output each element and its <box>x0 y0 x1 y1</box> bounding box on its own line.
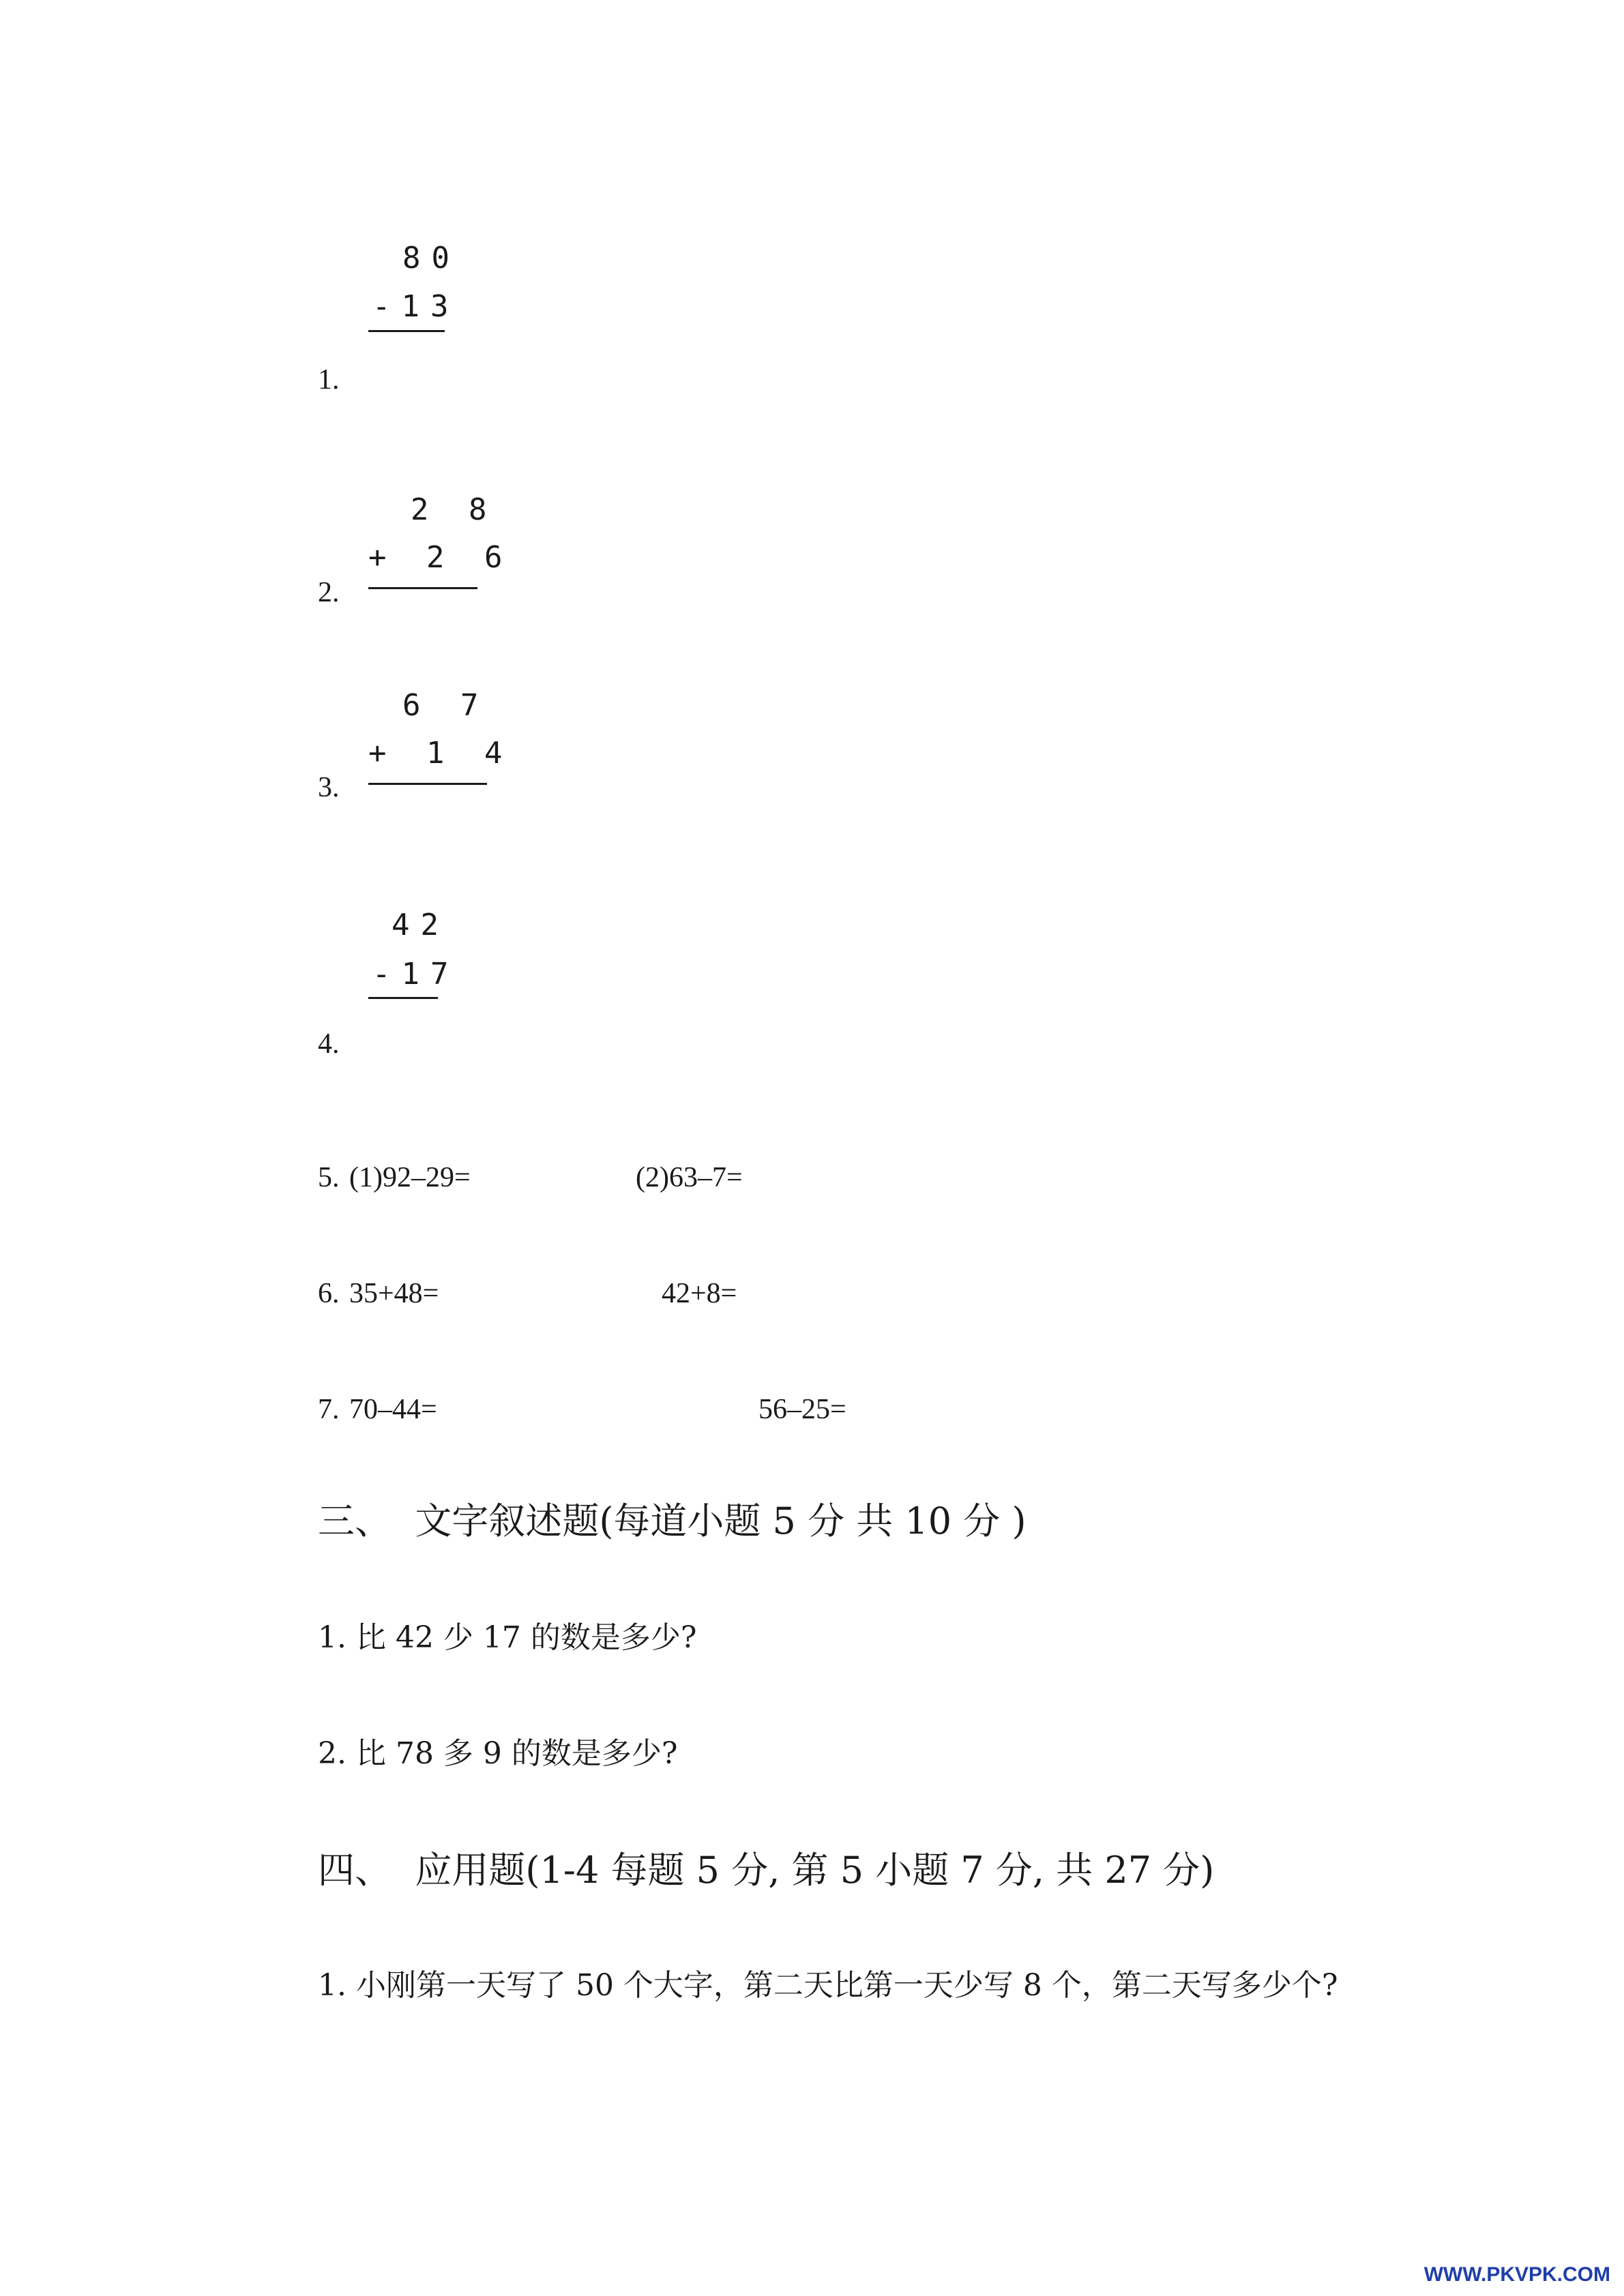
vertical-3-line <box>368 783 487 785</box>
watermark-text: WWW.PKVPK.COM <box>1423 2263 1610 2286</box>
problem-number: 2. <box>318 577 340 608</box>
vertical-4-bottom: -17 <box>372 957 460 992</box>
problem-number: 7. <box>318 1394 340 1425</box>
vertical-2-top: 2 8 <box>411 492 498 527</box>
calc-right: (2)63–7= <box>636 1162 743 1193</box>
vertical-2-bottom: + 2 6 <box>368 540 514 575</box>
vertical-2-line <box>368 587 477 589</box>
calc-left: 35+48= <box>349 1278 439 1309</box>
problem-number: 5. <box>318 1162 340 1193</box>
section-3-title: 三、 文字叙述题(每道小题 5 分 共 10 分 ) <box>318 1500 1027 1542</box>
question: 2. 比 78 多 9 的数是多少? <box>318 1736 678 1771</box>
problem-number: 3. <box>318 772 340 803</box>
calc-right: 56–25= <box>758 1394 846 1425</box>
vertical-3-top: 6 7 <box>402 688 490 723</box>
question: 1. 比 42 少 17 的数是多少? <box>318 1620 697 1655</box>
section-4-title: 四、 应用题(1-4 每题 5 分, 第 5 小题 7 分, 共 27 分) <box>318 1849 1215 1892</box>
calc-left: 70–44= <box>349 1394 437 1425</box>
vertical-1-bottom: -13 <box>372 289 460 324</box>
vertical-1-top: 80 <box>402 241 460 275</box>
vertical-4-top: 42 <box>392 908 449 942</box>
problem-number: 4. <box>318 1028 340 1060</box>
problem-number: 6. <box>318 1278 340 1309</box>
vertical-1-line <box>368 330 445 332</box>
calc-left: (1)92–29= <box>349 1162 471 1193</box>
vertical-4-line <box>368 997 438 999</box>
problem-number: 1. <box>318 364 340 396</box>
vertical-3-bottom: + 1 4 <box>368 736 514 771</box>
calc-right: 42+8= <box>662 1278 737 1309</box>
question: 1. 小刚第一天写了 50 个大字，第二天比第一天少写 8 个，第二天写多少个? <box>318 1968 1338 2003</box>
